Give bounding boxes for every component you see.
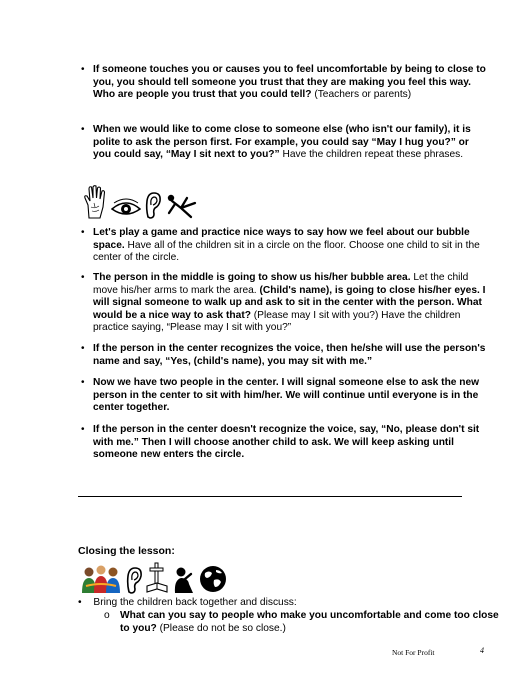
bullet-item xyxy=(81,272,488,335)
hand-icon xyxy=(84,185,108,224)
closing-bullet xyxy=(78,597,297,608)
closing-bullet-text: Bring the children back together and discuss: xyxy=(93,597,297,608)
bullet-bold-text: The person in the middle is going to show us his/her bubble area. xyxy=(93,272,411,283)
closing-answer: (Please do not be so close.) xyxy=(156,622,286,634)
closing-question: What can you say to people who make you uncomfortable and come too close to you? xyxy=(120,610,499,634)
bullet-item xyxy=(81,377,488,415)
ear-icon xyxy=(144,191,162,224)
bullet-marker: • xyxy=(81,377,85,388)
bullet-text: (Please may I sit with you?) Have the children practice saying, “Please may I sit with you?” xyxy=(93,309,461,334)
ear-icon xyxy=(125,566,143,599)
bullet-marker: • xyxy=(81,424,85,435)
bullet-marker: • xyxy=(81,124,85,135)
bullet-text: (Teachers or parents) xyxy=(311,89,412,101)
section-divider xyxy=(78,496,462,497)
bullet-text: Let the child move his/her arms to mark the area. xyxy=(93,272,469,296)
bullet-marker: • xyxy=(78,597,82,608)
bullet-bold-text: When we would like to come close to someone else (who isn't our family), it is polite to ask the person first. For example, you could say “May I hug you?” or you could say, “May I sit next to you?” xyxy=(93,124,471,161)
bullet-bold-text: Now we have two people in the center. I will signal someone else to ask the new person in the center to sit with him/her. We will continue until everyone is in the center together. xyxy=(93,377,480,414)
closing-sub-item xyxy=(104,610,500,635)
bullet-marker: • xyxy=(81,272,85,283)
bullet-bold-text: If someone touches you or causes you to feel uncomfortable by being to close to you, you should tell someone you trust that they are making you feel this way. Who are people you trust that you could tell? xyxy=(93,64,486,101)
bullet-marker: • xyxy=(81,227,85,238)
senses-icon-row xyxy=(84,185,197,224)
bullet-item xyxy=(81,64,488,102)
globe-icon xyxy=(198,564,228,599)
bullet-marker: • xyxy=(81,343,85,354)
bullet-bold-text: Let's play a game and practice nice ways to say how we feel about our bubble space. xyxy=(93,227,470,251)
bullet-bold-text: (Child's name), is going to close his/her eyes. I will signal someone to walk up and ask to sit in the center with the person. What would be a nice way to ask that? xyxy=(93,284,486,321)
bullet-bold-text: If the person in the center recognizes the voice, then he/she will use the person's name and say, “Yes, (child's name), you may sit with me.” xyxy=(93,343,486,367)
bullet-item xyxy=(81,343,488,368)
sub-bullet-marker: o xyxy=(104,610,110,621)
group-of-children-icon xyxy=(80,564,122,599)
bullet-item xyxy=(81,227,488,265)
praying-person-icon xyxy=(171,566,195,599)
footer-text: Not For Profit xyxy=(392,648,435,657)
stretching-figure-icon xyxy=(165,193,197,224)
closing-title: Closing the lesson: xyxy=(78,545,175,557)
closing-icon-row xyxy=(80,562,228,599)
eye-icon xyxy=(111,197,141,224)
cross-and-book-icon xyxy=(146,562,168,599)
bullet-item xyxy=(81,424,488,462)
bullet-item xyxy=(81,124,488,162)
bullet-text: Have all of the children sit in a circle on the floor. Choose one child to sit in the center of the circle. xyxy=(93,239,480,264)
page-number: 4 xyxy=(480,646,484,655)
bullet-bold-text: If the person in the center doesn't recognize the voice, say, “No, please don't sit with me.” Then I will choose another child to ask. We will keep asking until someone new enters the circle. xyxy=(93,424,480,461)
bullet-text: Have the children repeat these phrases. xyxy=(279,149,464,161)
bullet-marker: • xyxy=(81,64,85,75)
